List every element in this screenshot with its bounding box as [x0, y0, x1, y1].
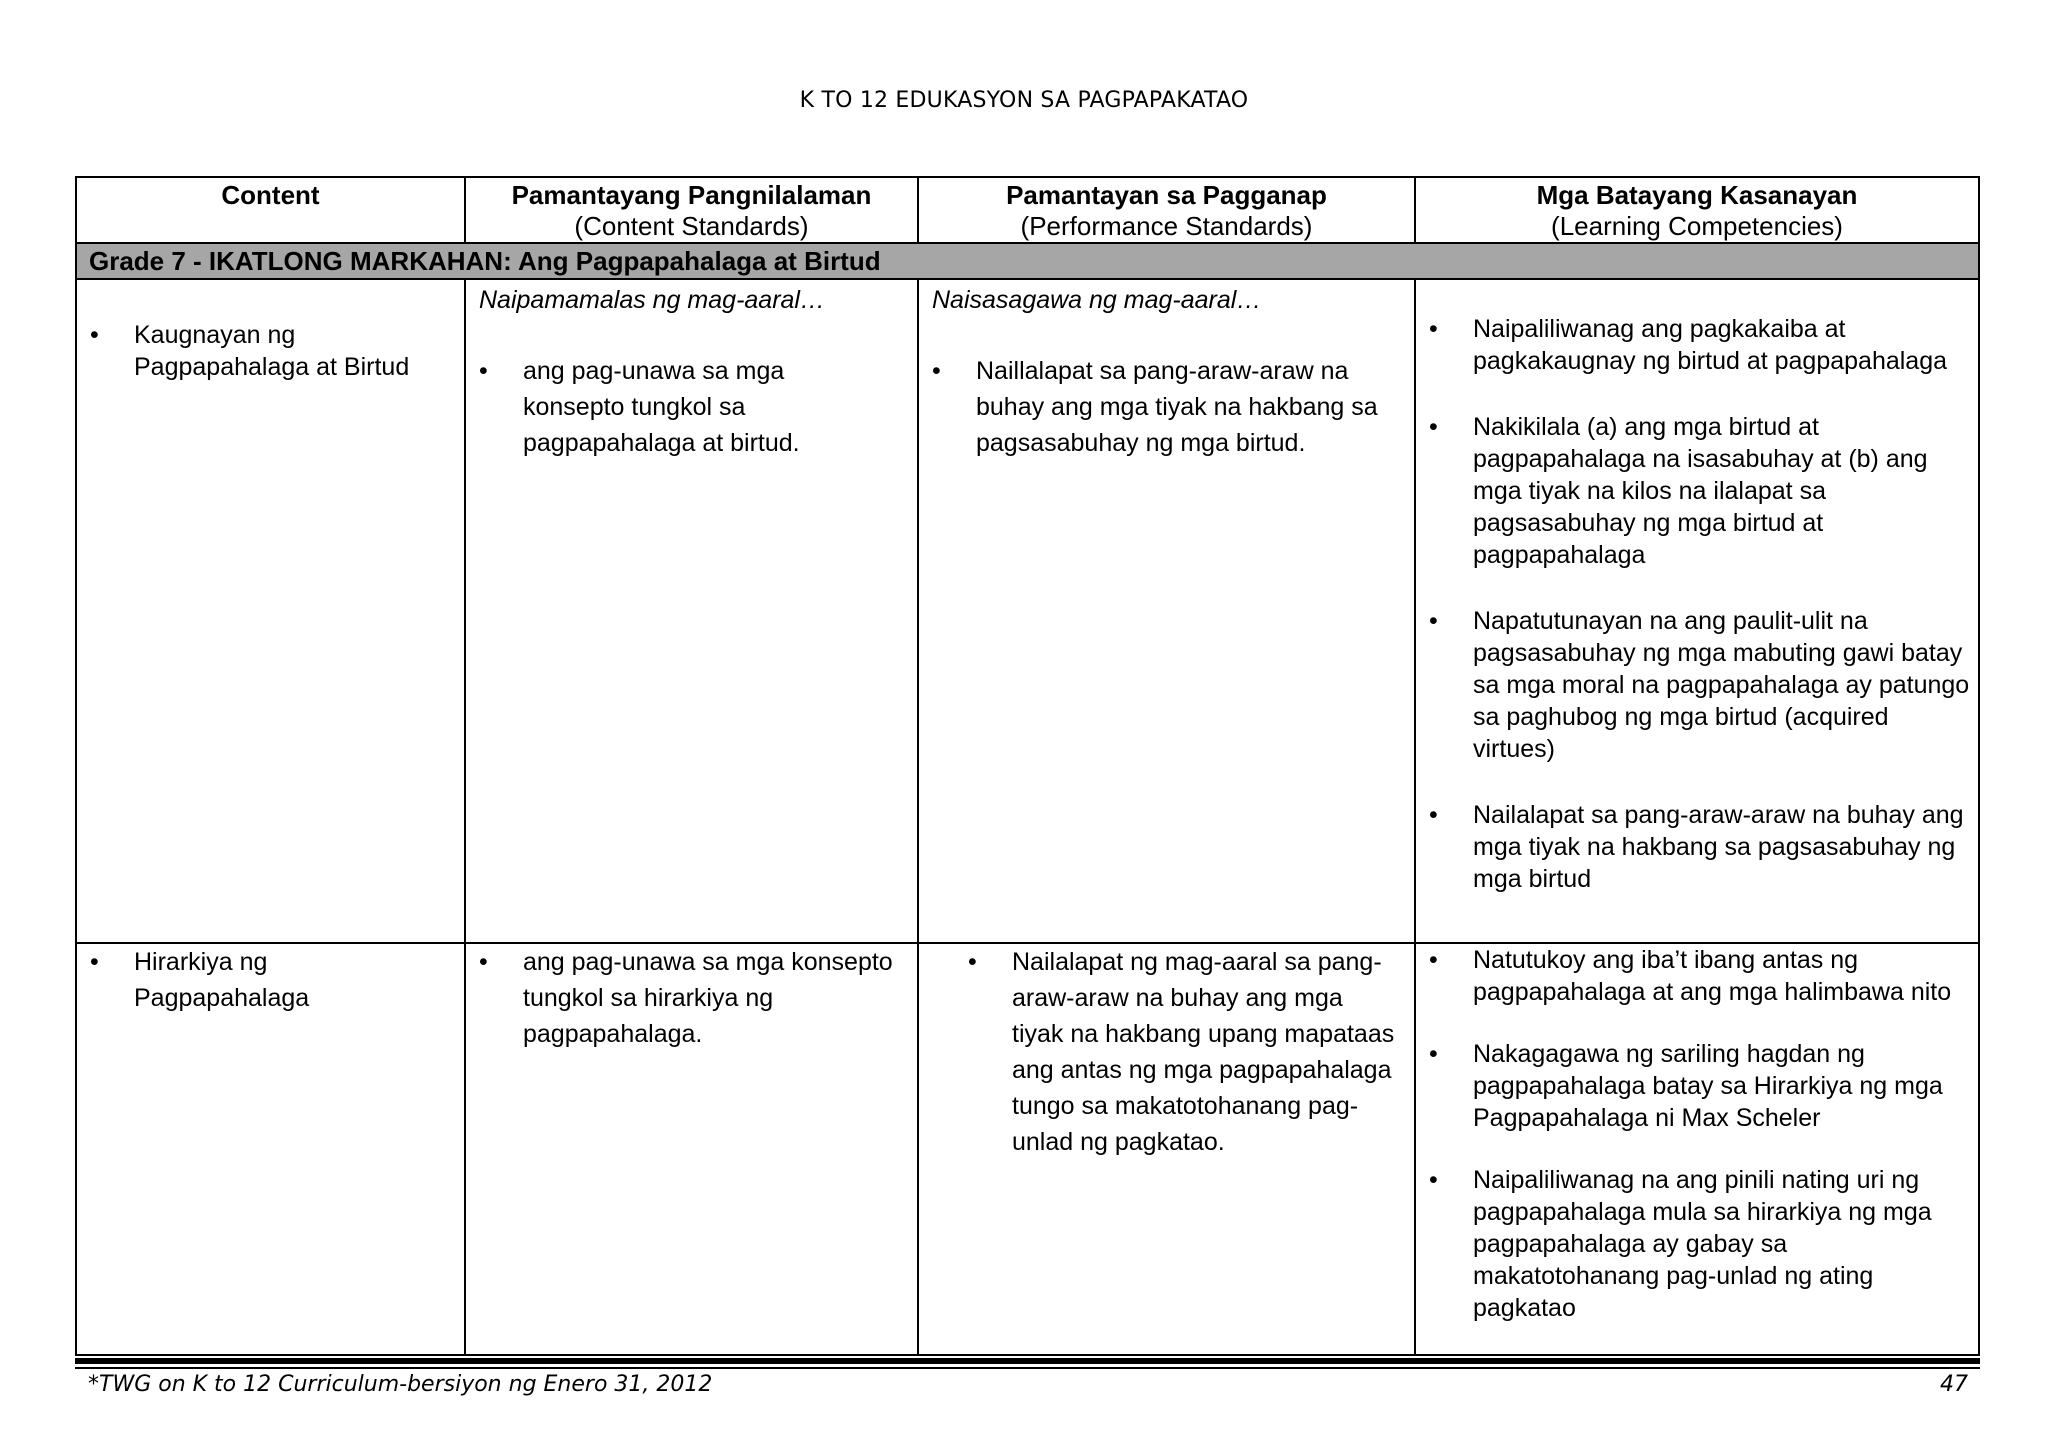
grade-banner: Grade 7 - IKATLONG MARKAHAN: Ang Pagpapahalaga at Birtud [76, 243, 1979, 279]
list-item [1416, 1038, 1960, 1134]
table-row [76, 279, 1979, 943]
column-header-learning-competencies-subtitle: (Learning Competencies) [1551, 211, 1843, 241]
content-cell [76, 943, 465, 1355]
competencies-cell [1415, 943, 1979, 1355]
list-item [466, 353, 866, 461]
column-header-learning-competencies-title: Mga Batayang Kasanayan [1536, 180, 1858, 210]
list-item [466, 944, 906, 1052]
column-header-content-title: Content [221, 180, 320, 210]
content-list [77, 944, 377, 1016]
competencies-cell [1415, 279, 1979, 943]
column-header-content [76, 177, 465, 243]
performance-standard-list [955, 944, 1395, 1160]
content-standard-lead: Naipamamalas ng mag-aaral… [479, 286, 825, 314]
list-item [1416, 1164, 1960, 1324]
bullet-icon: • [1429, 607, 1438, 635]
column-header-learning-competencies [1415, 177, 1979, 243]
bullet-icon: • [968, 948, 977, 976]
bullet-icon: • [1429, 1040, 1438, 1068]
page-title: K TO 12 EDUKASYON SA PAGPAPAKATAO [799, 88, 1249, 113]
content-cell [76, 279, 465, 943]
list-item [1416, 411, 1972, 571]
performance-standard-text: Nailalapat ng mag-aaral sa pang-araw-araw na buhay ang mga tiyak na hakbang upang mapataas ang antas ng mga pagpapahalaga tungo sa makatotohanang pag-unlad ng pagkatao. [1012, 948, 1395, 1156]
column-header-performance-standards-subtitle: (Performance Standards) [1020, 211, 1313, 241]
content-standard-cell [465, 279, 918, 943]
content-standard-list [466, 944, 906, 1052]
competency-text: Napatutunayan na ang paulit-ulit na pagsasabuhay ng mga mabuting gawi batay sa mga moral na pagpapahalaga ay patungo sa paghubog ng mga birtud (acquired virtues) [1473, 607, 1970, 763]
bullet-icon: • [1429, 1166, 1438, 1194]
content-standard-text: ang pag-unawa sa mga konsepto tungkol sa hirarkiya ng pagpapahalaga. [523, 948, 893, 1048]
bullet-icon: • [1429, 801, 1438, 829]
list-item [919, 353, 1399, 461]
content-standard-list [466, 353, 866, 461]
competencies-list [1416, 944, 1960, 1324]
competency-text: Naipaliliwanag na ang pinili nating uri ng pagpapahalaga mula sa hirarkiya ng mga pagpapahalaga ay gabay sa makatotohanang pag-unlad ng ating pagkatao [1473, 1166, 1932, 1322]
footer-divider [75, 1358, 1980, 1364]
column-header-performance-standards [918, 177, 1415, 243]
list-item [77, 319, 457, 383]
competency-text: Naipaliliwanag ang pagkakaiba at pagkakaugnay ng birtud at pagpapahalaga [1473, 315, 1948, 375]
bullet-icon: • [90, 321, 99, 349]
competency-text: Nailalapat sa pang-araw-araw na buhay ang mga tiyak na hakbang sa pagsasabuhay ng mga birtud [1473, 801, 1964, 893]
list-item [1416, 799, 1972, 895]
performance-standard-text: Naillalapat sa pang-araw-araw na buhay ang mga tiyak na hakbang sa pagsasabuhay ng mga birtud. [976, 357, 1378, 457]
column-header-content-standards-title: Pamantayang Pangnilalaman [511, 180, 872, 210]
bullet-icon: • [932, 357, 941, 385]
bullet-icon: • [479, 357, 488, 385]
competency-text: Natutukoy ang iba’t ibang antas ng pagpapahalaga at ang mga halimbawa nito [1473, 946, 1952, 1006]
curriculum-table [75, 176, 1980, 1356]
footer-divider-thin [75, 1367, 1980, 1369]
bullet-icon: • [1429, 315, 1438, 343]
column-header-content-standards-subtitle: (Content Standards) [574, 211, 809, 241]
performance-standard-cell [918, 943, 1415, 1355]
list-item [77, 944, 377, 1016]
column-header-content-standards [465, 177, 918, 243]
list-item [1416, 313, 1972, 377]
list-item [1416, 944, 1960, 1008]
bullet-icon: • [90, 948, 99, 976]
content-standard-text: ang pag-unawa sa mga konsepto tungkol sa pagpapahalaga at birtud. [523, 357, 800, 457]
grade-banner-row [76, 243, 1979, 279]
bullet-icon: • [1429, 413, 1438, 441]
page-number: 47 [1940, 1372, 1968, 1397]
table-header-row [76, 177, 1979, 243]
list-item [1416, 605, 1972, 765]
content-text: Hirarkiya ng Pagpapahalaga [134, 948, 310, 1012]
content-standard-cell [465, 943, 918, 1355]
competency-text: Nakagagawa ng sariling hagdan ng pagpapahalaga batay sa Hirarkiya ng mga Pagpapahalaga ni Max Scheler [1473, 1040, 1943, 1132]
list-item [955, 944, 1395, 1160]
bullet-icon: • [479, 948, 488, 976]
performance-standard-lead: Naisasagawa ng mag-aaral… [932, 286, 1262, 314]
bullet-icon: • [1429, 946, 1438, 974]
column-header-performance-standards-title: Pamantayan sa Pagganap [1006, 180, 1327, 210]
footer-source-note: *TWG on K to 12 Curriculum-bersiyon ng Enero 31, 2012 [88, 1372, 713, 1397]
content-list [77, 319, 457, 383]
table-row [76, 943, 1979, 1355]
performance-standard-list [919, 353, 1399, 461]
performance-standard-cell [918, 279, 1415, 943]
competencies-list [1416, 313, 1972, 895]
competency-text: Nakikilala (a) ang mga birtud at pagpapahalaga na isasabuhay at (b) ang mga tiyak na kilos na ilalapat sa pagsasabuhay ng mga birtud at pagpapahalaga [1473, 413, 1928, 569]
content-text: Kaugnayan ng Pagpapahalaga at Birtud [134, 321, 410, 381]
